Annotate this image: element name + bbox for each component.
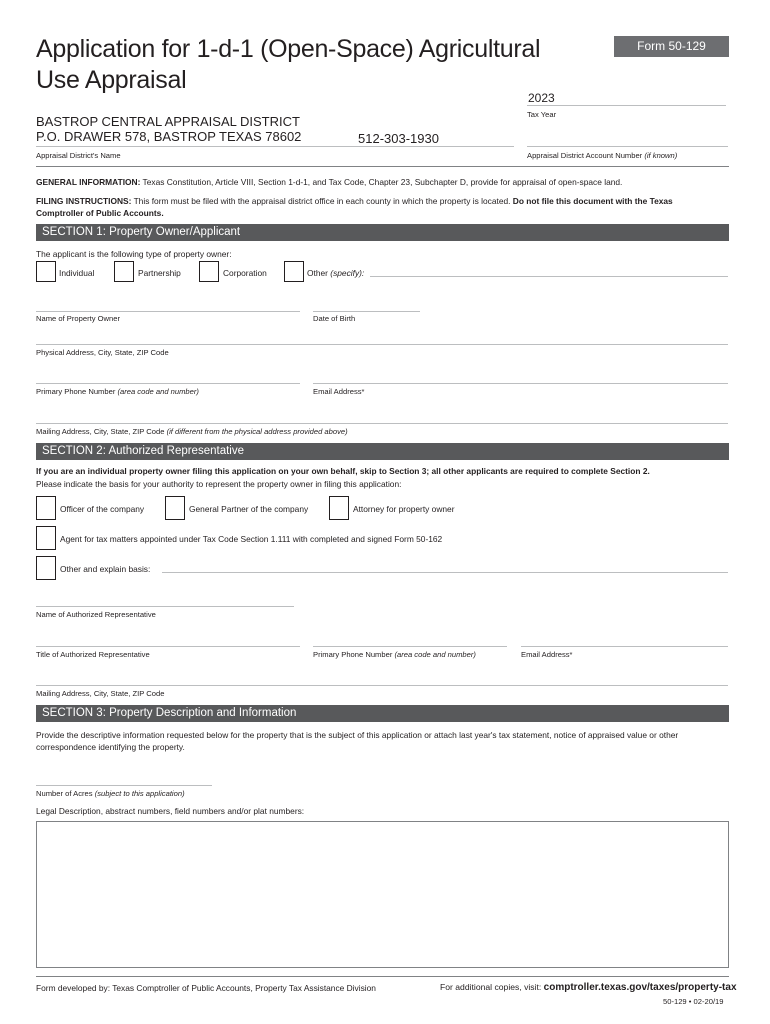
dob-field[interactable] — [313, 311, 420, 312]
checkbox-agent[interactable] — [36, 526, 56, 550]
label-other: Other (specify): — [307, 268, 365, 278]
checkbox-other[interactable] — [284, 261, 304, 282]
section2-instruction-bold: If you are an individual property owner filing this application on your own behalf, skip to Section 3; all other applicants are required to complete Section 2. — [36, 466, 650, 476]
section2-instruction: Please indicate the basis for your authority to represent the property owner in filing this application: — [36, 479, 402, 489]
footer-url-link[interactable]: comptroller.texas.gov/taxes/property-tax — [543, 982, 737, 993]
checkbox-officer[interactable] — [36, 496, 56, 520]
acres-field[interactable] — [36, 785, 212, 786]
rep-mailing-field[interactable] — [36, 685, 728, 686]
email-field[interactable] — [313, 383, 728, 384]
tax-year-value[interactable]: 2023 — [528, 91, 555, 105]
physical-address-label: Physical Address, City, State, ZIP Code — [36, 348, 169, 357]
label-individual: Individual — [59, 268, 95, 278]
label-other-basis: Other and explain basis: — [60, 564, 151, 574]
footer-form-code: 50-129 • 02-20/19 — [663, 997, 724, 1006]
account-number-label: Appraisal District Account Number (if known) — [527, 151, 678, 160]
filing-instructions: FILING INSTRUCTIONS: This form must be filed with the appraisal district office in each county in which the property is located. Do not file this document with the Texas Comptroller of Public Accounts. — [36, 196, 673, 218]
physical-address-field[interactable] — [36, 344, 728, 345]
tax-year-label: Tax Year — [527, 110, 557, 119]
label-general-partner: General Partner of the company — [189, 504, 309, 514]
rep-mailing-label: Mailing Address, City, State, ZIP Code — [36, 689, 165, 698]
district-name-field[interactable] — [36, 114, 301, 144]
owner-name-label: Name of Property Owner — [36, 314, 120, 323]
checkbox-partnership[interactable] — [114, 261, 134, 282]
section1-header: SECTION 1: Property Owner/Applicant — [36, 224, 729, 241]
section3-intro: Provide the descriptive information requested below for the property that is the subject of this application or attach last year's tax statement, notice of appraised value or other correspondence identifying the property. — [36, 730, 679, 752]
checkbox-corporation[interactable] — [199, 261, 219, 282]
form-title — [36, 34, 540, 96]
general-information: GENERAL INFORMATION: Texas Constitution, Article VIII, Section 1-d-1, and Tax Code, Chapter 23, Subchapter D, provide for appraisal of open-space land. — [36, 177, 623, 187]
section2-header: SECTION 2: Authorized Representative — [36, 443, 729, 460]
checkbox-other-basis[interactable] — [36, 556, 56, 580]
checkbox-general-partner[interactable] — [165, 496, 185, 520]
rep-phone-label: Primary Phone Number (area code and number) — [313, 650, 476, 659]
checkbox-attorney[interactable] — [329, 496, 349, 520]
footer-copies: For additional copies, visit: comptroller.texas.gov/taxes/property-tax — [440, 982, 737, 993]
other-specify-field[interactable] — [370, 276, 728, 277]
rep-phone-field[interactable] — [313, 646, 507, 647]
label-partnership: Partnership — [138, 268, 181, 278]
mailing-address-label: Mailing Address, City, State, ZIP Code (if different from the physical address provided above) — [36, 427, 348, 436]
footer-developed-by: Form developed by: Texas Comptroller of Public Accounts, Property Tax Assistance Division — [36, 983, 376, 993]
acres-label: Number of Acres (subject to this application) — [36, 789, 185, 798]
checkbox-individual[interactable] — [36, 261, 56, 282]
dob-label: Date of Birth — [313, 314, 356, 323]
rep-email-field[interactable] — [521, 646, 728, 647]
district-name-line1: BASTROP CENTRAL APPRAISAL DISTRICT — [36, 114, 300, 129]
other-basis-field[interactable] — [162, 572, 728, 573]
section3-header: SECTION 3: Property Description and Information — [36, 705, 729, 722]
form-number-badge: Form 50-129 — [614, 36, 729, 57]
legal-description-label: Legal Description, abstract numbers, field numbers and/or plat numbers: — [36, 806, 305, 816]
owner-type-intro: The applicant is the following type of property owner: — [36, 249, 232, 259]
owner-name-field[interactable] — [36, 311, 300, 312]
label-attorney: Attorney for property owner — [353, 504, 455, 514]
mailing-address-field[interactable] — [36, 423, 728, 424]
legal-description-textarea[interactable] — [36, 821, 729, 968]
form-title-line1: Application for 1-d-1 (Open-Space) Agricultural — [36, 35, 541, 63]
label-corporation: Corporation — [223, 268, 267, 278]
rep-title-field[interactable] — [36, 646, 300, 647]
rep-title-label: Title of Authorized Representative — [36, 650, 150, 659]
email-label: Email Address* — [313, 387, 365, 396]
district-name-label: Appraisal District's Name — [36, 151, 121, 160]
district-phone: 512-303-1930 — [358, 131, 439, 146]
rep-name-label: Name of Authorized Representative — [36, 610, 156, 619]
label-officer: Officer of the company — [60, 504, 145, 514]
phone-label: Primary Phone Number (area code and number) — [36, 387, 199, 396]
rep-email-label: Email Address* — [521, 650, 573, 659]
district-name-line2: P.O. DRAWER 578, BASTROP TEXAS 78602 — [36, 129, 302, 144]
rep-name-field[interactable] — [36, 606, 294, 607]
form-title-line2: Use Appraisal — [36, 66, 187, 94]
phone-field[interactable] — [36, 383, 300, 384]
label-agent: Agent for tax matters appointed under Tax Code Section 1.111 with completed and signed Form 50-162 — [60, 534, 443, 544]
